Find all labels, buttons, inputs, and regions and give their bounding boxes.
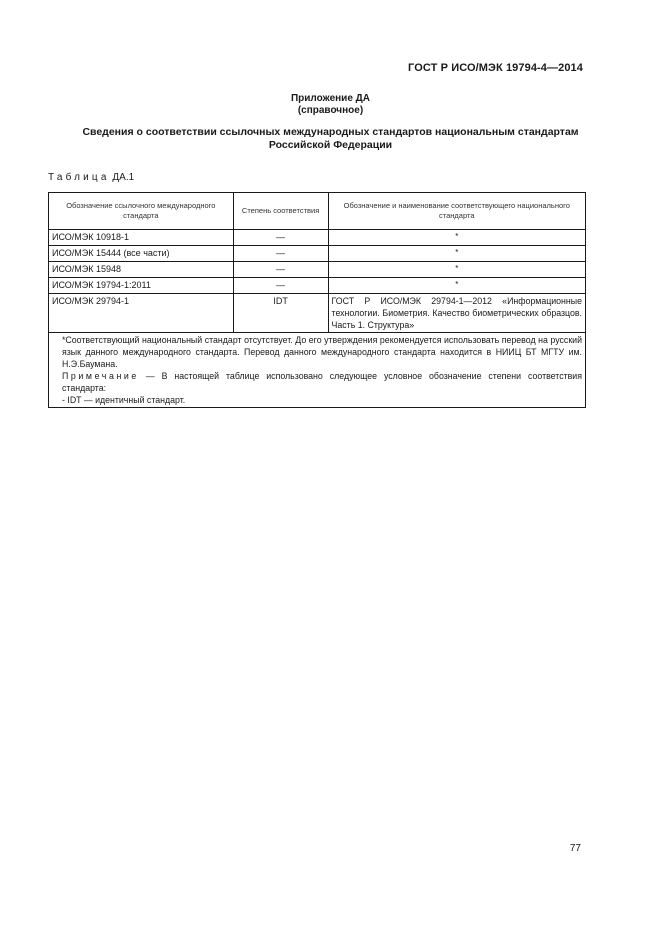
table-footnote: [49, 333, 586, 408]
table-footnote-row: [49, 333, 586, 408]
footnote-asterisk: *Соответствующий национальный стандарт отсутствует. До его утверждения рекомендуется использовать перевод на русский язык данного международного стандарта. Перевод данного международного стандарта находится в НИИЦ БТ МГТУ им. Н.Э.Баумана.: [62, 335, 582, 369]
table-row: [49, 262, 586, 278]
cell-degree: —: [233, 246, 328, 262]
table-caption-id: ДА.1: [112, 172, 135, 183]
correspondence-table: [48, 192, 586, 408]
cell-ref: ИСО/МЭК 15948: [49, 262, 234, 278]
cell-degree: —: [233, 230, 328, 246]
table-row: [49, 294, 586, 333]
table-caption: [48, 172, 134, 183]
table-caption-word: Таблица: [48, 172, 110, 183]
footnote-note: [52, 370, 582, 394]
header-ref-standard: Обозначение ссылочного международного стандарта: [49, 193, 234, 230]
annex-title: Приложение ДА: [290, 93, 371, 104]
cell-national: *: [328, 262, 585, 278]
header-national-standard: Обозначение и наименование соответствующего национального стандарта: [328, 193, 585, 230]
cell-ref: ИСО/МЭК 29794-1: [49, 294, 234, 333]
cell-degree: —: [233, 262, 328, 278]
cell-ref: ИСО/МЭК 10918-1: [49, 230, 234, 246]
table-header-row: [49, 193, 586, 230]
header-degree: Степень соответствия: [233, 193, 328, 230]
cell-ref: ИСО/МЭК 19794-1:2011: [49, 278, 234, 294]
note-text: — В настоящей таблице использовано следующее условное обозначение степени соответствия стандарта:: [62, 371, 582, 393]
table-row: [49, 246, 586, 262]
cell-national: ГОСТ Р ИСО/МЭК 29794-1—2012 «Информационные технологии. Биометрия. Качество биометрических образцов. Часть 1. Структура»: [328, 294, 585, 333]
standard-code-header: ГОСТ Р ИСО/МЭК 19794-4—2014: [408, 62, 583, 74]
page-number: 77: [569, 843, 581, 854]
cell-national: *: [328, 246, 585, 262]
cell-degree: —: [233, 278, 328, 294]
annex-heading: [0, 93, 661, 117]
table-row: [49, 278, 586, 294]
section-title: Сведения о соответствии ссылочных международных стандартов национальным стандартам Российской Федерации: [82, 126, 579, 151]
table-row: [49, 230, 586, 246]
cell-ref: ИСО/МЭК 15444 (все части): [49, 246, 234, 262]
annex-subtitle: (справочное): [297, 105, 364, 116]
cell-national: *: [328, 278, 585, 294]
cell-degree: IDT: [233, 294, 328, 333]
cell-national: *: [328, 230, 585, 246]
note-word: Примечание: [62, 371, 139, 381]
footnote-legend: - IDT — идентичный стандарт.: [62, 395, 186, 405]
